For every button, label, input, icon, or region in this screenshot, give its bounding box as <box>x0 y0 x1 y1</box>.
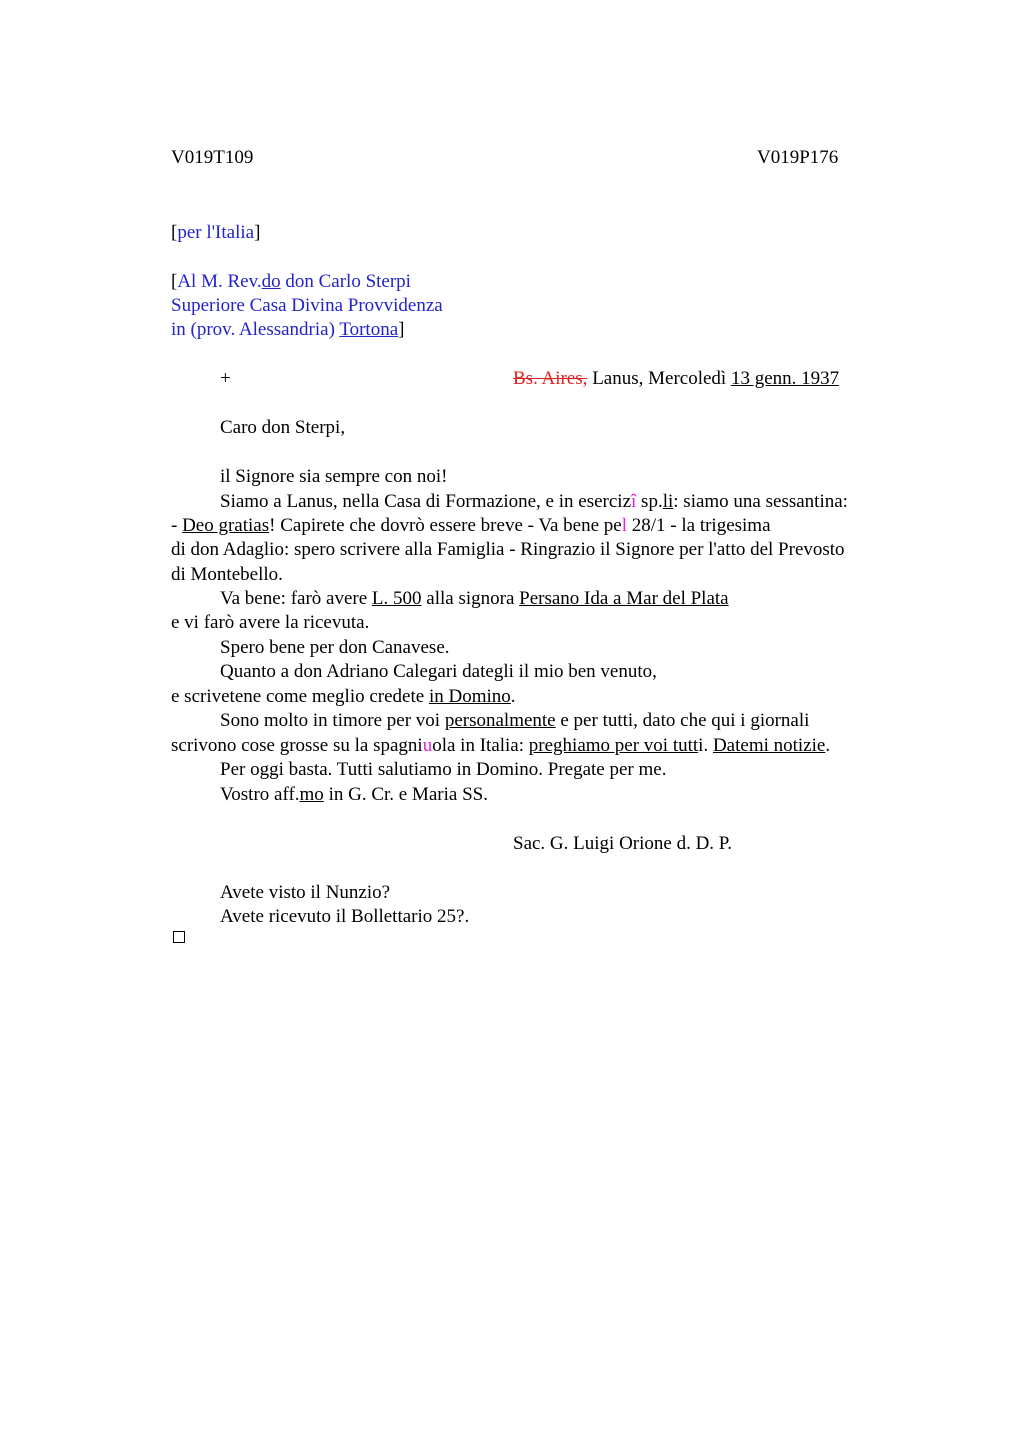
address-text: in (prov. Alessandria) <box>171 319 340 340</box>
body-line: Spero bene per don Canavese. <box>220 637 450 658</box>
bracket-close: ] <box>398 319 405 340</box>
body-line: di Montebello. <box>171 564 283 585</box>
cross-mark: + <box>220 368 231 389</box>
underlined-text: in Domino <box>428 686 511 707</box>
text: 28/1 - la trigesima <box>627 515 771 536</box>
address-text: don Carlo Sterpi <box>280 271 411 292</box>
destination-line <box>171 221 260 245</box>
underlined-text: mo <box>299 784 324 805</box>
text: in G. Cr. e Maria SS. <box>323 784 488 805</box>
underlined-text: Persano Ida a Mar del Plata <box>519 588 729 609</box>
bracket-open: [ <box>171 222 178 243</box>
text: i. <box>698 735 713 756</box>
document-code-right: V019P176 <box>757 147 839 168</box>
underlined-text: personalmente <box>444 710 556 731</box>
body-line <box>220 587 729 611</box>
correction-mark: î <box>631 491 637 512</box>
correction-mark: l <box>621 515 627 536</box>
body-line <box>171 514 771 538</box>
text: Siamo a Lanus, nella Casa di Formazione, e in eserciz <box>220 491 632 512</box>
postscript-line: Avete ricevuto il Bollettario 25?. <box>220 906 470 927</box>
date-text: 13 genn. 1937 <box>730 368 840 389</box>
body-line: di don Adaglio: spero scrivere alla Famiglia - Ringrazio il Signore per l'atto del Prevosto <box>171 539 845 560</box>
text: sp. <box>636 491 663 512</box>
body-line: Quanto a don Adriano Calegari dategli il mio ben venuto, <box>220 661 657 682</box>
body-line: Per oggi basta. Tutti salutiamo in Domino. Pregate per me. <box>220 759 667 780</box>
text: ! Capirete che dovrò essere breve - Va bene pe <box>269 515 622 536</box>
dateline <box>513 367 839 391</box>
underlined-text: Datemi notizie <box>712 735 826 756</box>
text: : siamo una sessantina: <box>673 491 848 512</box>
text: e scrivetene come meglio credete <box>171 686 429 707</box>
text: Vostro aff. <box>220 784 300 805</box>
struck-text: Bs. Aires, <box>513 368 588 389</box>
underlined-text: L. 500 <box>371 588 422 609</box>
text: ola in Italia: <box>432 735 529 756</box>
end-marker-box <box>173 931 185 943</box>
correction-mark: u <box>422 735 433 756</box>
text: alla signora <box>421 588 520 609</box>
body-line <box>220 709 809 733</box>
body-line <box>220 490 848 514</box>
signature: Sac. G. Luigi Orione d. D. P. <box>513 833 733 854</box>
text: . <box>510 686 516 707</box>
body-line <box>220 783 488 807</box>
underlined-text: preghiamo per voi tutt <box>528 735 699 756</box>
address-text: Al M. Rev. <box>177 271 262 292</box>
text: Sono molto in timore per voi <box>220 710 445 731</box>
underlined-text: li <box>662 491 674 512</box>
body-line <box>171 685 516 709</box>
underlined-text: Deo gratias <box>182 515 270 536</box>
address-line-3 <box>171 318 404 342</box>
address-line-1 <box>171 270 411 294</box>
text: scrivono cose grosse su la spagni <box>171 735 423 756</box>
text: . <box>825 735 831 756</box>
place-text: Lanus, Mercoledì <box>587 368 731 389</box>
bracket-close: ] <box>254 222 261 243</box>
postscript-line: Avete visto il Nunzio? <box>220 882 391 903</box>
document-code-left: V019T109 <box>171 147 254 168</box>
text: Va bene: farò avere <box>220 588 372 609</box>
address-line-2: Superiore Casa Divina Provvidenza <box>171 295 443 316</box>
destination-text: per l'Italia <box>177 222 255 243</box>
address-city: Tortona <box>339 319 399 340</box>
bracket-open: [ <box>171 271 178 292</box>
body-line: e vi farò avere la ricevuta. <box>171 612 370 633</box>
text: - <box>171 515 183 536</box>
body-line <box>171 734 830 758</box>
body-line: il Signore sia sempre con noi! <box>220 466 448 487</box>
text: e per tutti, dato che qui i giornali <box>555 710 810 731</box>
salutation: Caro don Sterpi, <box>220 417 346 438</box>
address-abbrev: do <box>261 271 281 292</box>
